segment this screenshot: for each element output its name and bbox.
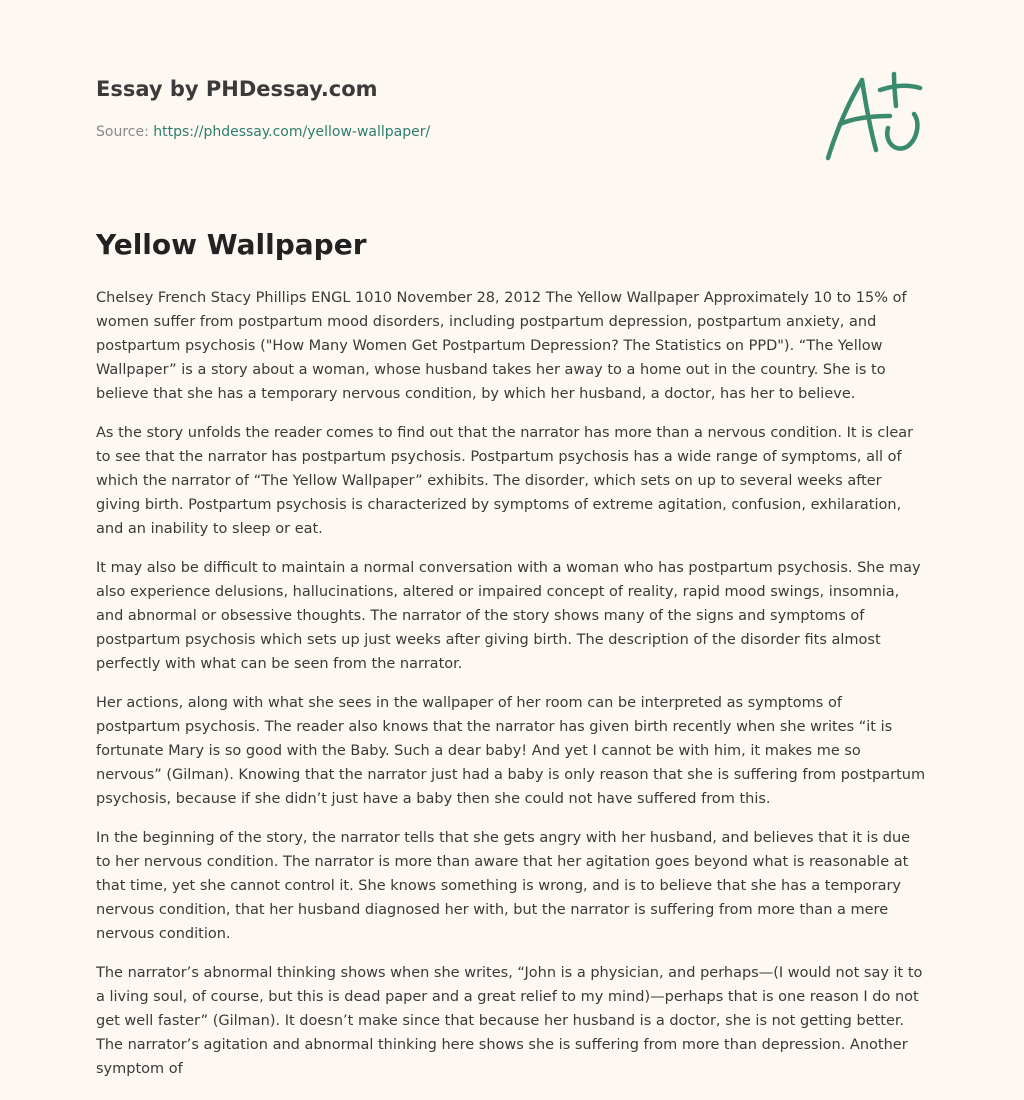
site-title: Essay by PHDessay.com [96,77,378,101]
essay-paragraph: In the beginning of the story, the narrator tells that she gets angry with her husband, and believes that it is due to her nervous condition. The narrator is more than aware that her agitation goes beyond what is reasonable at that time, yet she cannot control it. She knows something is wrong, and is to believe that she has a temporary nervous condition, that her husband diagnosed her with, but the narrator is suffering from more than a mere nervous condition. [96,830,911,942]
source-label: Source: [96,124,149,140]
essay-paragraph: It may also be difficult to maintain a normal conversation with a woman who has postpartum psychosis. She may also experience delusions, hallucinations, altered or impaired concept of reality, rapid mood swings, insomnia, and abnormal or obsessive thoughts. The narrator of the story shows many of the signs and symptoms of postpartum psychosis which sets up just weeks after giving birth. The description of the disorder fits almost perfectly with what can be seen from the narrator. [96,560,921,672]
essay-paragraph: Chelsey French Stacy Phillips ENGL 1010 November 28, 2012 The Yellow Wallpaper Approximately 10 to 15% of women suffer from postpartum mood disorders, including postpartum depression, postpartum anxiety, and postpartum psychosis ("How Many Women Get Postpartum Depression? The Statistics on PPD"). “The Yellow Wallpaper” is a story about a woman, whose husband takes her away to a home out in the country. She is to believe that she has a temporary nervous condition, by which her husband, a doctor, has her to believe. [96,290,907,402]
essay-title: Yellow Wallpaper [96,228,367,261]
essay-paragraph: The narrator’s abnormal thinking shows when she writes, “John is a physician, and perhaps—(I would not say it to a living soul, of course, but this is dead paper and a great relief to my mind)—perhaps that is one reason I do not get well faster” (Gilman). It doesn’t make since that because her husband is a doctor, she is not getting better. The narrator’s agitation and abnormal thinking here shows she is suffering from more than depression. Another symptom of [96,965,923,1077]
source-line [96,122,796,142]
source-link[interactable]: https://phdessay.com/yellow-wallpaper/ [153,124,431,140]
essay-paragraph: Her actions, along with what she sees in the wallpaper of her room can be interpreted as symptoms of postpartum psychosis. The reader also knows that the narrator has given birth recently when she writes “it is fortunate Mary is so good with the Baby. Such a dear baby! And yet I cannot be with him, it makes me so nervous” (Gilman). Knowing that the narrator just had a baby is only reason that she is suffering from postpartum psychosis, because if she didn’t just have a baby then she could not have suffered from this. [96,695,926,807]
a-plus-grade-logo [818,66,928,166]
essay-paragraph: As the story unfolds the reader comes to find out that the narrator has more than a nervous condition. It is clear to see that the narrator has postpartum psychosis. Postpartum psychosis has a wide range of symptoms, all of which the narrator of “The Yellow Wallpaper” exhibits. The disorder, which sets on up to several weeks after giving birth. Postpartum psychosis is characterized by symptoms of extreme agitation, confusion, exhilaration, and an inability to sleep or eat. [96,425,914,537]
page-header [96,74,796,142]
essay-body [96,286,926,1096]
